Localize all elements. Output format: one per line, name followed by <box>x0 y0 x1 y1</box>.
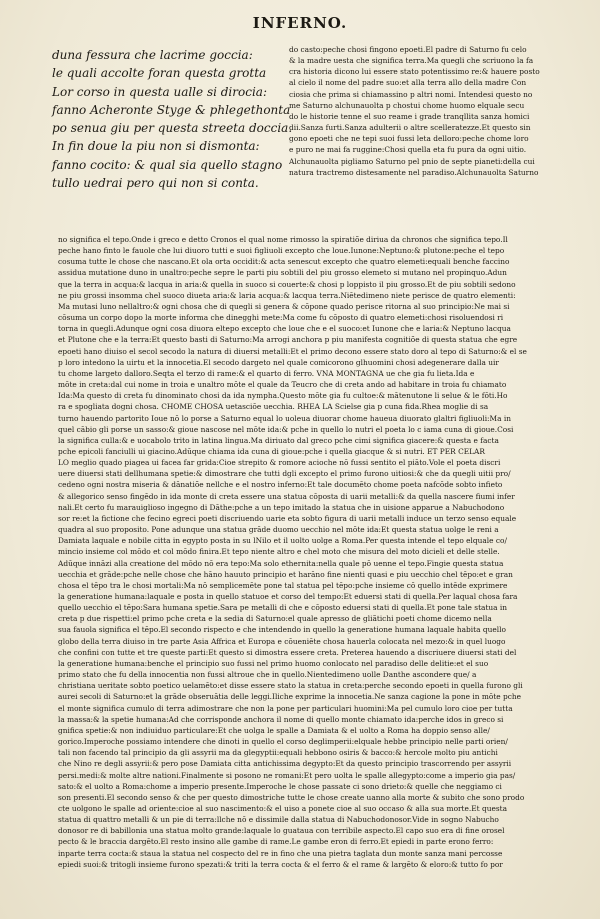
commentary-line: christiana ueritate sobto poetico uelamēto:et disse essere stato la statua in creta:perche secondo epoeti in quella furono gli <box>58 681 523 691</box>
commentary-line: quel cābio gli porse un sasso:& gioue nascose nel mōte ida:& pche in quello lo nutri el poeta lo c iama cuna di gioue.Cosi <box>58 424 514 434</box>
commentary-line: natura tractremo distesamente nel paradiso.Alchunauolta Saturno <box>289 167 539 177</box>
commentary-line: quello uecchio el tēpo:Sara humana spetie.Sara pe metalli di che e cōposto eduersi stati di quella.Et pone tale statua in <box>58 603 508 613</box>
commentary-line: cra historia dicono lui essere stato potentissimo re:& hauere posto <box>289 67 540 77</box>
commentary-line: que la terra in acqua:& lacqua in aria:& quella in suoco si couerte:& chosi p loppisto il piu grosso.Et de piu sobtili sedono <box>58 279 516 289</box>
commentary-line: Ida:Ma questo di creta fu dinominato chosi da ida nympha.Questo mōte gia fu cultoe:& mātenutone li selue & le fōti.Ho <box>58 391 508 401</box>
commentary-line: dii.Sanza furti.Sanza adulterii o altre scelleratezze.Et questo sin <box>289 123 531 133</box>
commentary-line: statua di quattro metalli & un pie di terra:llche nō e dissimile dalla statua di Nabuchodonosor.Vide in sogno Nabucho <box>58 815 499 825</box>
verse-line: po senua giu per questa streeta doccia. <box>52 121 293 136</box>
commentary-line: la generatione humana:laquale e posta in quello statuoe et corso del tempo:Et eduersi stati di quella.Per laqual chosa fara <box>58 592 518 601</box>
commentary-line: tali non facendo tal principio da gli assyrii ma da glegyptii:equali hebbono osiris & bacco:& hercole molto piu antichi <box>58 748 498 758</box>
verse-line: fanno Acheronte Styge & phlegethonta <box>52 102 291 117</box>
commentary-line: peche hano finto le fauole che lui diuoro tutti e suoi figliuoli excepto che loue.Iunone:Neptuno:& plutone:peche el tepo <box>58 246 505 256</box>
commentary-line: gnifica spetie:& non indiuiduo particulare:Et che uolga le spalle a Damiata & el uolto a Roma ha doppio senso alle/ <box>58 725 490 735</box>
commentary-line: sua fauola significa el tēpo.El secondo rispecto e che intendendo in quello la generatione humana laquale habita quello <box>58 625 506 635</box>
commentary-line: cedeno ogni nostra miseria & dānatiõe nellche e el nostro inferno:Et tale documēto chome poeta nafcōde sobto infieto <box>58 480 503 490</box>
commentary-line: p loro intedono la uirtu et la innocetia.El secodo dargeto nel quale comicorono glhuomini chosi adegenerare dalla uir <box>58 357 499 367</box>
commentary-line: chosa el tēpo tra le chosi mortali:Ma nō semplicemēte pone tal statua pel tēpo:pche insieme cō quello intēde exprimere <box>58 580 508 590</box>
verse-line: Lor corso in questa ualle si dirocia: <box>52 84 267 99</box>
commentary-line: turno hauendo partorito Ioue nō lo porse a Saturno equal lo uoleua diuorar chome haueua diuorato glaltri figliuoli:Ma in <box>58 413 511 423</box>
commentary-line: ra e spogliata dogni chosa. CHOME CHOSA uetasciōe uecchia. RHEA LA Scielse gia p cuna fida.Rhea moglie di sa <box>58 402 489 412</box>
commentary-line: epoeti hano diuiso el secol secodo la natura di diuersi metalli:Et el primo decono essere stato doro al tepo di Saturno:& el se <box>58 346 527 356</box>
verse-block <box>52 46 293 192</box>
commentary-line: Alchunauolta pigliamo Saturno pel pnio de septe pianeti:della cui <box>289 156 535 166</box>
commentary-full-width <box>58 234 590 870</box>
commentary-line: gorico.Imperoche possiamo intendere che dinoti in quello el corso deglimperii:elquale hebbe principio nelle parti orien/ <box>58 737 508 747</box>
commentary-line: pecto & le braccia dargēto.El resto insino alle gambe di rame.Le gambe eron di ferro.Et epiedi in parte erono ferro: <box>58 837 494 847</box>
commentary-line: et Plutone che e la terra:Et questo basti di Saturno:Ma arrogi anchora p piu manifesta cognitiõe di questa statua che egre <box>58 335 518 345</box>
commentary-line: LO meglio quado piagea ui facea far grida:Cioe strepito & romore acioche nō fussi sentito el piāto.Vole el poeta discri <box>58 458 501 468</box>
commentary-line: do le historie tenne el suo reame i grade tranqllita sanza homici <box>289 111 530 121</box>
commentary-line: nali.Et certo fu marauiglioso ingegno di Dāthe:pche a un tepo imitado la statua che in uisione apparue a Nabuchodono <box>58 502 505 512</box>
commentary-line: che confini con tutte et tre queste parti:Et questo si dimostra essere creta. Preterea hauendo a discriuere diuersi stati del <box>58 647 517 657</box>
commentary-line: ne piu grossi insomma chel suoco diueta aria:& laria acqua:& lacqua terra.Niētedimeno niete perisce de quatro elementi: <box>58 290 516 300</box>
commentary-line: aurei secoli di Saturno:et la grāde obseruātia delle leggi.Iliche exprime la innocetia.Ne sanza cagione la pone in mōte pche <box>58 692 522 702</box>
commentary-line: sor re:et la fictione che fecino egreci poeti discriuendo uarie eta sobto figura di uarii metalli induce un terzo senso equale <box>58 513 517 523</box>
commentary-line: quadra al suo proposito. Pone adunque una statua grāde duomo uecchio nel mōte ida:Et questa statua uolge le reni a <box>58 525 499 535</box>
commentary-line: epiedi suoi:& tritogli insieme furono spezati:& triti la terra cocta & el ferro & el rame & largēto & eloro:& tutto fo por <box>58 859 503 869</box>
commentary-line: pche epicoli fanciulli ui giacino.Adūque chiama ida cuna di gioue:pche i quella giacque & si nutri. ET PER CELAR <box>58 446 485 456</box>
commentary-line: cosuma tutte le chose che nascano.Et ola orta occidit:& acta senescut excepto che quatro elemeti:equali benche faccino <box>58 257 510 267</box>
commentary-line: primo stato che fu della innocentia non fussi altroue che in quello.Nientedimeno uolle Danthe ascondere que/ a <box>58 670 477 680</box>
commentary-line: e puro ne mai fa ruggine:Chosi quella eta fu pura da ogni uitio. <box>289 145 527 155</box>
commentary-line: no significa el tepo.Onde i greco e detto Cronos el qual nome rimosso la spiratiõe diriua da chronos che significa tepo.Il <box>58 235 508 244</box>
verse-line: In fin doue la piu non si dismonta: <box>52 139 260 154</box>
commentary-line: inparte terra cocta:& staua la statua nel cospecto del re in fino che una pietra taglata dun monte sanza mani percosse <box>58 848 503 858</box>
commentary-line: persi.medi:& molte altre nationi.Finalmente si posono ne romani:Et pero uolta le spalle allegypto:come a imperio gia pas/ <box>58 770 516 780</box>
commentary-line: & la madre uesta che significa terra.Ma quegli che scriuono la fa <box>289 56 534 66</box>
commentary-line: al cielo il nome del padre suo:et alla terra allo della madre Con <box>289 78 527 88</box>
commentary-line: assidua mutatione duno in unaltro:peche sepre le parti piu sobtili del piu grosso elemeto si mutano nel propinquo.Adun <box>58 268 507 278</box>
commentary-line: me Saturno alchunauolta p chostui chome huomo elquale secu <box>289 100 525 110</box>
commentary-line: uere diuersi stati dellhumana spetie:& dimostrare che tutti dgli excepto el primo furono uitiosi:& che da quegli uitii pro/ <box>58 469 511 479</box>
verse-line: tullo uedrai pero qui non si conta. <box>52 176 259 191</box>
commentary-line: creta p due rispetti:el primo pche creta e la sedia di Saturno:el quale apresso de gliãtichi poeti chome dicemo nella <box>58 614 492 624</box>
commentary-line: Adūque innāzi alla creatione del mōdo nō era tepo:Ma solo ethernita:nella quale pō uenne el tepo.Fingie questa statua <box>58 558 504 568</box>
commentary-line: el monte significa cumulo di terra adimostrare che non la pone per particulari huomini:Ma pel cumulo loro cioe per tutta <box>58 703 513 713</box>
commentary-line: mincio insieme col mōdo et col mōdo finira.Et tepo niente altro e chel moto che misura del moto dicieli et delle stelle. <box>58 547 500 557</box>
commentary-line: cte uolgono le spalle ad oriente:cioe al suo nascimento:& el uiso a ponete cioe al suo occaso & alla sua morte.Et questa <box>58 803 507 813</box>
commentary-line: torna in quegli.Adunque ogni cosa diuora eltepo excepto che loue che e el suoco:et Iunone che e laria:& Neptuno lacqua <box>58 324 511 334</box>
commentary-line: la massa:& la spetie humana:Ad che corrisponde anchora il nome di quello monte chiamato ida:perche idos in greco si <box>58 714 504 724</box>
commentary-line: Ma mutasi luno nellaltro:& ogni chosa che di quegli si genera & cōpone quado perisce ritorna al suo principio:Ne mai si <box>58 301 510 311</box>
verse-line: le quali accolte foran questa grotta <box>52 66 267 81</box>
commentary-line: la significa culla:& e uocabolo trito in latina lingua.Ma diriuato dal greco pche cimi significa giacere:& questa e facta <box>58 435 499 445</box>
commentary-line: Damiata laquale e nobile citta in egypto posta in su lNilo et il uolto uolge a Roma.Per questa intende el tepo elquale co/ <box>58 536 507 546</box>
commentary-right-column <box>289 44 589 178</box>
commentary-line: donosor re di babillonia una statua molto grande:laquale lo guataua con terribile aspecto.El capo suo era di fine orosel <box>58 826 505 836</box>
commentary-line: sato:& el uolto a Roma:chome a imperio presente.Imperoche le chose passate ci sono drieto:& quelle che neggiamo ci <box>58 781 502 791</box>
commentary-line: cōsuma un corpo dopo la morte informa che dinegghi mete:Ma come fu cōposto di quatro elemeti:chosi risoluendosi ri <box>58 313 504 323</box>
commentary-line: mōte in creta:dal cui nome in troia e unaltro mōte el quale da Teucro che di creta ando ad habitare in troia fu chiamato <box>58 380 507 390</box>
commentary-line: ciosia che prima si chiamassino p altri nomi. Intendesi questo no <box>289 89 533 99</box>
commentary-line: globo della terra diuiso in tre parte Asia Affrica et Europa e cōueniēte chosa hauerla colocata nel mezo:& in quel luogo <box>58 636 506 646</box>
page-header: INFERNO. <box>252 14 348 32</box>
commentary-line: & allegorico senso fingēdo in ida monte di creta essere una statua cōposta di uarii metalli:& da quella nascere fiumi infer <box>58 491 515 501</box>
verse-line: duna fessura che lacrime goccia: <box>52 48 253 62</box>
commentary-line: tu chome largeto dalloro.Seqta el terzo di rame:& el quarto di ferro. VNA MONTAGNA ue che gia fu lieta.Ida e <box>58 368 475 378</box>
commentary-line: uecchia et grāde:pche nelle chose che hāno hauuto principio et harāno fine nienti quasi e piu uecchio chel tēpo:et e gran <box>58 569 513 579</box>
commentary-line: son presenti.El secondo senso & che per questo dimostriche tutte le chose create uanno alla morte & subito che sono prodo <box>58 792 525 802</box>
commentary-line: do casto:peche chosi fingono epoeti.El padre di Saturno fu celo <box>289 45 527 54</box>
verse-line: fanno cocito: & qual sia quello stagno <box>52 157 283 172</box>
commentary-line: che Nino re degli assyrii:& pero pose Damiata citta antichissima degypto:Et da questo principio trascorrendo per assyrii <box>58 759 512 769</box>
commentary-line: la generatione humana:benche el principio suo fussi nel primo huomo conlocato nel paradiso delle delitie:et el suo <box>58 658 489 668</box>
commentary-line: gono epoeti che ne tepi suoi fussi leta delloro:peche chome loro <box>289 134 529 144</box>
